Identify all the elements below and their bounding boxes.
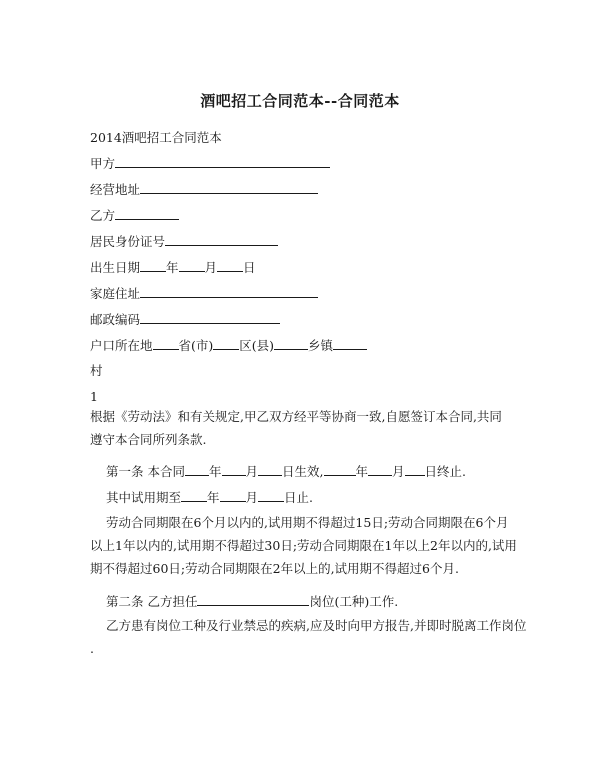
village-label: 村 — [90, 363, 103, 378]
postal-code-blank — [140, 311, 280, 324]
business-address-blank — [140, 181, 318, 194]
contract-subtitle: 2014酒吧招工合同范本 — [90, 130, 222, 145]
probation-rule-line: 期不得超过60日;劳动合同期限在2年以上的,试用期不得超过6个月. — [90, 561, 459, 576]
intro-paragraph — [90, 405, 518, 451]
probation-year-blank — [181, 489, 207, 502]
party-a-blank — [115, 155, 330, 168]
article-1 — [106, 463, 466, 480]
district-blank — [213, 337, 239, 350]
birth-month-blank — [179, 259, 205, 272]
probation-rule-line: 以上1年以内的,试用期不得超过30日;劳动合同期限在1年以上2年以内的,试用 — [90, 538, 517, 553]
probation-day-blank — [258, 489, 284, 502]
birth-year-blank — [140, 259, 166, 272]
business-address-field — [90, 181, 318, 198]
home-address-field — [90, 285, 318, 302]
end-year-blank — [324, 463, 356, 476]
business-address-label: 经营地址 — [90, 182, 141, 197]
household-label: 户口所在地 — [90, 338, 153, 353]
home-address-blank — [140, 285, 318, 298]
intro-line: 遵守本合同所列条款. — [90, 432, 207, 447]
probation-month-blank — [220, 489, 246, 502]
party-b-label: 乙方 — [90, 208, 116, 223]
article-2 — [106, 593, 398, 610]
end-month-blank — [368, 463, 392, 476]
postal-code-label: 邮政编码 — [90, 312, 141, 327]
party-b-blank — [115, 207, 179, 220]
party-a-label: 甲方 — [90, 156, 116, 171]
start-month-label: 月 — [245, 464, 259, 479]
probation-rules-paragraph — [90, 511, 518, 580]
town-label: 乡镇 — [308, 338, 334, 353]
health-paragraph — [90, 614, 527, 660]
town-blank — [274, 337, 308, 350]
probation-prefix: 其中试用期至 — [106, 490, 182, 505]
start-year-label: 年 — [208, 464, 222, 479]
province-blank — [153, 337, 179, 350]
birth-month-label: 月 — [204, 260, 218, 275]
article-1-prefix: 第一条 本合同 — [106, 464, 185, 479]
id-number-blank — [165, 233, 278, 246]
effective-label: 日生效, — [282, 464, 324, 479]
birth-day-blank — [217, 259, 243, 272]
article-2-prefix: 第二条 乙方担任 — [106, 594, 198, 609]
probation-year-label: 年 — [207, 490, 220, 505]
probation-end-label: 日止. — [284, 490, 314, 505]
id-number-label: 居民身份证号 — [90, 234, 166, 249]
health-line: 乙方患有岗位工种及行业禁忌的疾病,应及时向甲方报告,并即时脱离工作岗位 — [106, 618, 527, 633]
section-number: 1 — [90, 389, 98, 404]
birth-year-label: 年 — [166, 260, 179, 275]
start-day-blank — [258, 463, 282, 476]
intro-line: 根据《劳动法》和有关规定,甲乙双方经平等协商一致,自愿签订本合同,共同 — [90, 409, 502, 424]
probation-period — [106, 489, 313, 506]
article-2-suffix: 岗位(工种)工作. — [309, 594, 399, 609]
probation-month-label: 月 — [245, 490, 259, 505]
birth-day-label: 日 — [243, 260, 256, 275]
end-year-label: 年 — [355, 464, 369, 479]
birth-date-field — [90, 259, 256, 276]
party-a-field — [90, 155, 330, 172]
document-title: 酒吧招工合同范本--合同范本 — [200, 92, 400, 110]
probation-rule-line: 劳动合同期限在6个月以内的,试用期不得超过15日;劳动合同期限在6个月 — [106, 515, 509, 530]
birth-date-label: 出生日期 — [90, 260, 141, 275]
postal-code-field — [90, 311, 280, 328]
end-month-label: 月 — [392, 464, 405, 479]
id-number-field — [90, 233, 278, 250]
party-b-field — [90, 207, 179, 224]
town-name-blank — [333, 337, 367, 350]
end-day-blank — [405, 463, 425, 476]
position-blank — [197, 593, 309, 606]
terminate-label: 日终止. — [424, 464, 467, 479]
district-label: 区(县) — [239, 338, 275, 353]
household-field — [90, 337, 367, 354]
province-label: 省(市) — [178, 338, 214, 353]
start-year-blank — [185, 463, 209, 476]
home-address-label: 家庭住址 — [90, 286, 141, 301]
start-month-blank — [222, 463, 246, 476]
health-line: . — [90, 641, 94, 656]
